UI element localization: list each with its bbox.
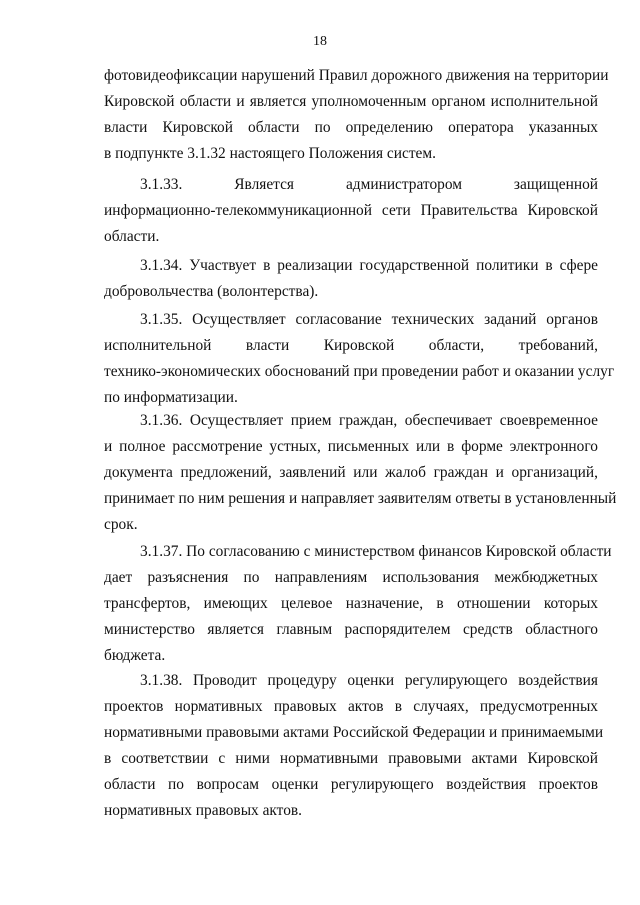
text-line: технико-экономических обоснований при проведении работ и оказании услуг xyxy=(104,363,615,380)
text-line: принимает по ним решения и направляет заявителям ответы в установленный xyxy=(104,490,617,507)
text-line: трансфертов, имеющих целевое назначение, в отношении которых xyxy=(104,595,598,612)
text-line: по информатизации. xyxy=(104,389,238,406)
text-line: нормативных правовых актов. xyxy=(104,802,303,819)
text-line: дает разъяснения по направлениям использования межбюджетных xyxy=(104,569,598,586)
text-line: 3.1.33. Является администратором защищенной xyxy=(140,176,598,193)
text-line: бюджета. xyxy=(104,647,166,664)
text-line: министерство является главным распорядителем средств областного xyxy=(104,621,598,638)
text-line: фотовидеофиксации нарушений Правил дорожного движения на территории xyxy=(104,67,609,84)
paragraph-continuation xyxy=(104,63,609,167)
text-line: 3.1.38. Проводит процедуру оценки регулирующего воздействия xyxy=(140,672,598,689)
paragraph-3-1-36 xyxy=(104,408,617,538)
text-line: Кировской области и является уполномоченным органом исполнительной xyxy=(104,93,598,110)
text-line: документа предложений, заявлений или жалоб граждан и организаций, xyxy=(104,464,598,481)
text-line: 3.1.36. Осуществляет прием граждан, обеспечивает своевременное xyxy=(140,412,598,429)
text-line: срок. xyxy=(104,516,138,533)
text-line: 3.1.34. Участвует в реализации государственной политики в сфере xyxy=(140,257,598,274)
paragraph-3-1-33 xyxy=(104,172,598,250)
text-line: информационно-телекоммуникационной сети Правительства Кировской xyxy=(104,202,598,219)
text-line: проектов нормативных правовых актов в случаях, предусмотренных xyxy=(104,698,598,715)
text-line: области. xyxy=(104,228,160,245)
text-line: власти Кировской области по определению оператора указанных xyxy=(104,119,598,136)
text-line: нормативными правовыми актами Российской Федерации и принимаемыми xyxy=(104,724,604,741)
text-line: в соответствии с ними нормативными правовыми актами Кировской xyxy=(104,750,598,767)
text-line: добровольчества (волонтерства). xyxy=(104,283,319,300)
page-number: 18 xyxy=(313,34,327,49)
paragraph-3-1-34 xyxy=(104,253,598,305)
text-line: в подпункте 3.1.32 настоящего Положения систем. xyxy=(104,145,436,162)
paragraph-3-1-38 xyxy=(104,668,604,824)
text-line: 3.1.35. Осуществляет согласование технических заданий органов xyxy=(140,311,598,328)
text-line: и полное рассмотрение устных, письменных или в форме электронного xyxy=(104,438,598,455)
text-line: области по вопросам оценки регулирующего воздействия проектов xyxy=(104,776,598,793)
text-line: 3.1.37. По согласованию с министерством финансов Кировской области xyxy=(140,543,612,560)
paragraph-3-1-37 xyxy=(104,539,612,669)
paragraph-3-1-35 xyxy=(104,307,615,411)
text-line: исполнительной власти Кировской области, требований, xyxy=(104,337,598,354)
